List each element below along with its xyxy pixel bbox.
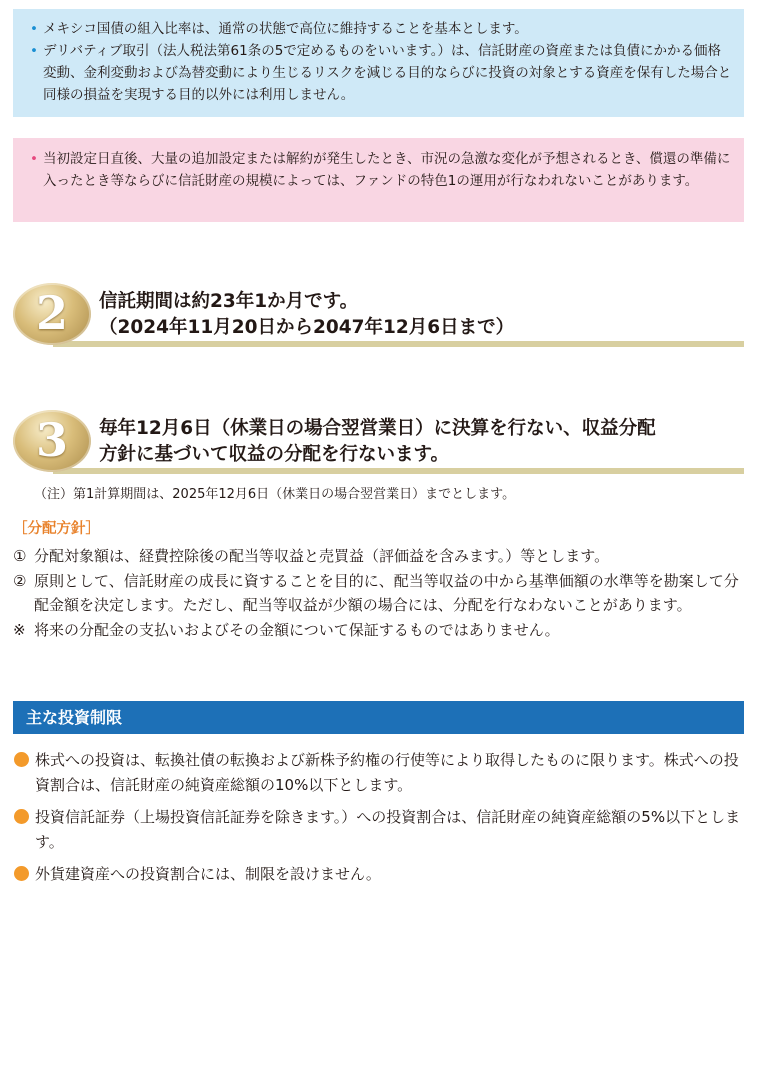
feature-2-line-2: （2024年11月20日から2047年12月6日まで） (99, 317, 515, 338)
risk-note-box-pink (13, 138, 744, 222)
distribution-policy-heading: ［分配方針］ (13, 521, 100, 537)
policy-marker: ※ (13, 620, 26, 639)
feature-3-line-2: 方針に基づいて収益の分配を行ないます。 (99, 444, 450, 465)
note-text: 当初設定日直後、大量の追加設定または解約が発生したとき、市況の急激な変化が予想されるとき、償還の準備に入ったとき等ならびに信託財産の規模によっては、ファンドの特色1の運用が行なわれないことがあります。 (43, 151, 731, 189)
number-badge-icon (13, 410, 91, 472)
note-text: デリバティブ取引（法人税法第61条の5で定めるものをいいます。）は、信託財産の資産または負債にかかる価格変動、金利変動および為替変動により生じるリスクを減じる目的ならびに投資の対象とする資産を保有した場合と同様の損益を実現する目的以外には利用しません。 (43, 43, 732, 103)
badge-number: 3 (35, 413, 68, 467)
note-item (30, 18, 732, 40)
gold-underline (53, 341, 744, 347)
feature-2-title (99, 289, 514, 341)
policy-item (13, 569, 748, 618)
policy-text: 分配対象額は、経費控除後の配当等収益と売買益（評価益を含みます。）等とします。 (34, 547, 610, 565)
note-text: メキシコ国債の組入比率は、通常の状態で高位に維持することを基本とします。 (43, 21, 528, 37)
note-item (30, 148, 732, 192)
risk-note-box-blue (13, 9, 744, 117)
feature-3-title (99, 416, 656, 468)
risk-note-list-blue (30, 18, 732, 106)
orange-bullet-icon (14, 809, 29, 824)
limit-text: 投資信託証券（上場投資信託証券を除きます。）への投資割合は、信託財産の純資産総額の5%以下とします。 (35, 808, 741, 851)
policy-text: 将来の分配金の支払いおよびその金額について保証するものではありません。 (34, 620, 560, 639)
investment-limits-heading: 主な投資制限 (26, 708, 123, 727)
first-period-note: （注）第1計算期間は、2025年12月6日（休業日の場合翌営業日）までとします。 (34, 487, 516, 502)
orange-bullet-icon (14, 866, 29, 881)
feature-3-section (13, 410, 744, 474)
limit-text: 外貨建資産への投資割合には、制限を設けません。 (35, 865, 381, 883)
feature-3-line-1: 毎年12月6日（休業日の場合翌営業日）に決算を行ない、収益分配 (99, 418, 656, 439)
policy-item (13, 544, 748, 569)
limit-text: 株式への投資は、転換社債の転換および新株予約権の行使等により取得したものに限ります。株式への投資割合は、信託財産の純資産総額の10%以下とします。 (35, 751, 739, 794)
feature-2-section (13, 283, 744, 347)
feature-2-line-1: 信託期間は約23年1か月です。 (99, 291, 359, 312)
distribution-policy-list (13, 544, 748, 642)
note-item (30, 40, 732, 106)
limit-item (13, 748, 748, 797)
bullet-dot-icon: • (30, 151, 38, 167)
badge-number: 2 (35, 286, 68, 340)
bullet-dot-icon: • (30, 43, 38, 59)
policy-marker: ② (13, 571, 27, 590)
limit-item (13, 805, 748, 854)
policy-item (13, 618, 748, 643)
investment-limits-heading-bar (13, 701, 744, 734)
gold-underline (53, 468, 744, 474)
policy-text: 原則として、信託財産の成長に資することを目的に、配当等収益の中から基準価額の水準等を勘案して分配金額を決定します。ただし、配当等収益が少額の場合には、分配を行なわないことがあります。 (34, 571, 739, 614)
limit-item (13, 862, 748, 887)
risk-note-list-pink (30, 148, 732, 192)
policy-marker: ① (13, 547, 27, 565)
orange-bullet-icon (14, 752, 29, 767)
bullet-dot-icon: • (30, 21, 38, 37)
investment-limits-list (13, 748, 748, 895)
number-badge-icon (13, 283, 91, 345)
